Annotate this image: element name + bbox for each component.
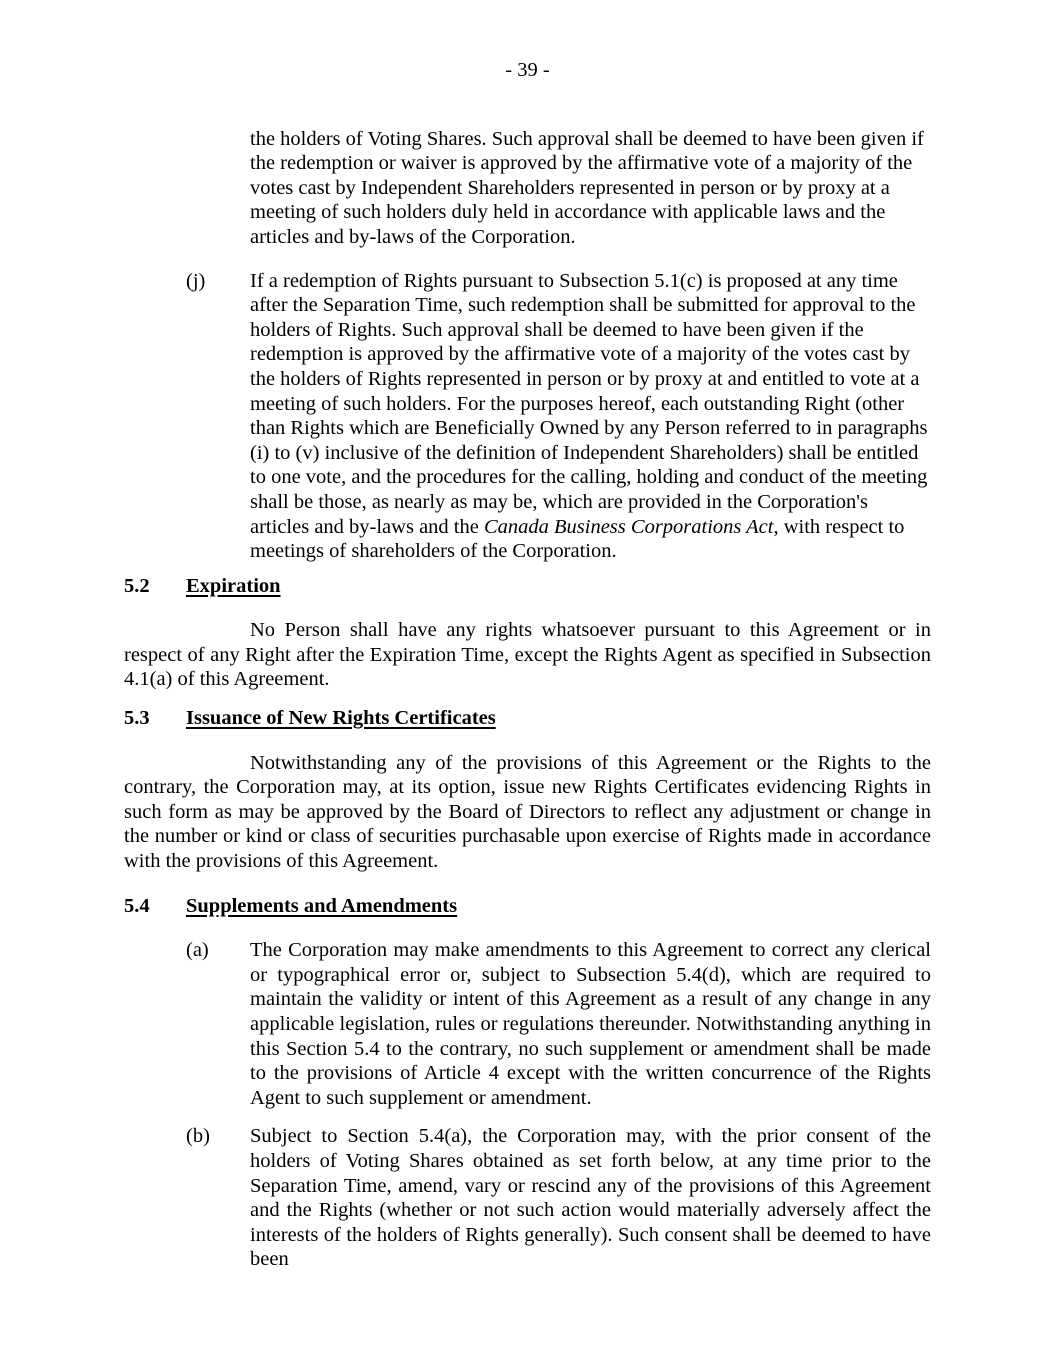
paragraph-5-3: Notwithstanding any of the provisions of this Agreement or the Rights to the contrary, the Corporation may, at its option, issue new Rights Certificates evidencing Rights in such form as may be approved by the Board of Directors to reflect any adjustment or change in the number or kind or class of securities purchasable upon exercise of Rights made in accordance with the provisions of this Agreement. [124, 751, 931, 873]
list-item-text: The Corporation may make amendments to this Agreement to correct any clerical or typographical error or, subject to Subsection 5.4(d), which are required to maintain the validity or intent of this Agreement as a result of any change in any applicable legislation, rules or regulations thereunder. Notwithstanding anything in this Section 5.4 to the contrary, no such supplement or amendment shall be made to the provisions of Article 4 except with the written concurrence of the Rights Agent to such supplement or amendment. [250, 939, 931, 1109]
page-number: - 39 - [505, 59, 550, 81]
list-item-marker: (b) [186, 1125, 210, 1148]
list-item-j [124, 269, 931, 564]
section-title: Expiration [186, 574, 281, 597]
section-title: Issuance of New Rights Certificates [186, 707, 496, 730]
paragraph-continuation: the holders of Voting Shares. Such approval shall be deemed to have been given if the redemption or waiver is approved by the affirmative vote of a majority of the votes cast by Independent Shareholders represented in person or by proxy at a meeting of such holders duly held in accordance with applicable laws and the articles and by-laws of the Corporation. [250, 127, 924, 248]
paragraph-5-2: No Person shall have any rights whatsoever pursuant to this Agreement or in respect of any Right after the Expiration Time, except the Rights Agent as specified in Subsection 4.1(a) of this Agreement. [124, 619, 931, 691]
section-number: 5.4 [124, 894, 150, 917]
list-item-b [124, 1124, 931, 1272]
section-title: Supplements and Amendments [186, 894, 458, 917]
section-heading-5-4 [124, 894, 931, 919]
section-heading-5-2 [124, 574, 931, 599]
statute-name-italic: Canada Business Corporations Act [483, 515, 774, 538]
list-item-text [250, 269, 931, 564]
list-item-marker: (a) [186, 939, 209, 962]
list-item-marker: (j) [186, 269, 206, 292]
list-item-text-after-italic: , with respect to meetings of shareholders of the Corporation. [250, 515, 905, 563]
list-item-text-before-italic: If a redemption of Rights pursuant to Subsection 5.1(c) is proposed at any time after the Separation Time, such redemption shall be submitted for approval to the holders of Rights. Such approval shall be deemed to have been given if the redemption is approved by the affirmative vote of a majority of the votes cast by the holders of Rights represented in person or by proxy at and entitled to vote at a meeting of such holders. For the purposes hereof, each outstanding Right (other than Rights which are Beneficially Owned by any Person referred to in paragraphs (i) to (v) inclusive of the definition of Independent Shareholders) shall be entitled to one vote, and the procedures for the calling, holding and conduct of the meeting shall be those, as nearly as may be, which are provided in the Corporation's articles and by-laws and the [250, 269, 928, 538]
section-number: 5.2 [124, 574, 150, 597]
section-heading-5-3 [124, 706, 931, 731]
list-item-a [124, 938, 931, 1110]
list-item-text: Subject to Section 5.4(a), the Corporation may, with the prior consent of the holders of Voting Shares obtained as set forth below, at any time prior to the Separation Time, amend, vary or rescind any of the provisions of this Agreement and the Rights (whether or not such action would materially adversely affect the interests of the holders of Rights generally). Such consent shall be deemed to have been [250, 1125, 931, 1271]
section-number: 5.3 [124, 707, 150, 730]
